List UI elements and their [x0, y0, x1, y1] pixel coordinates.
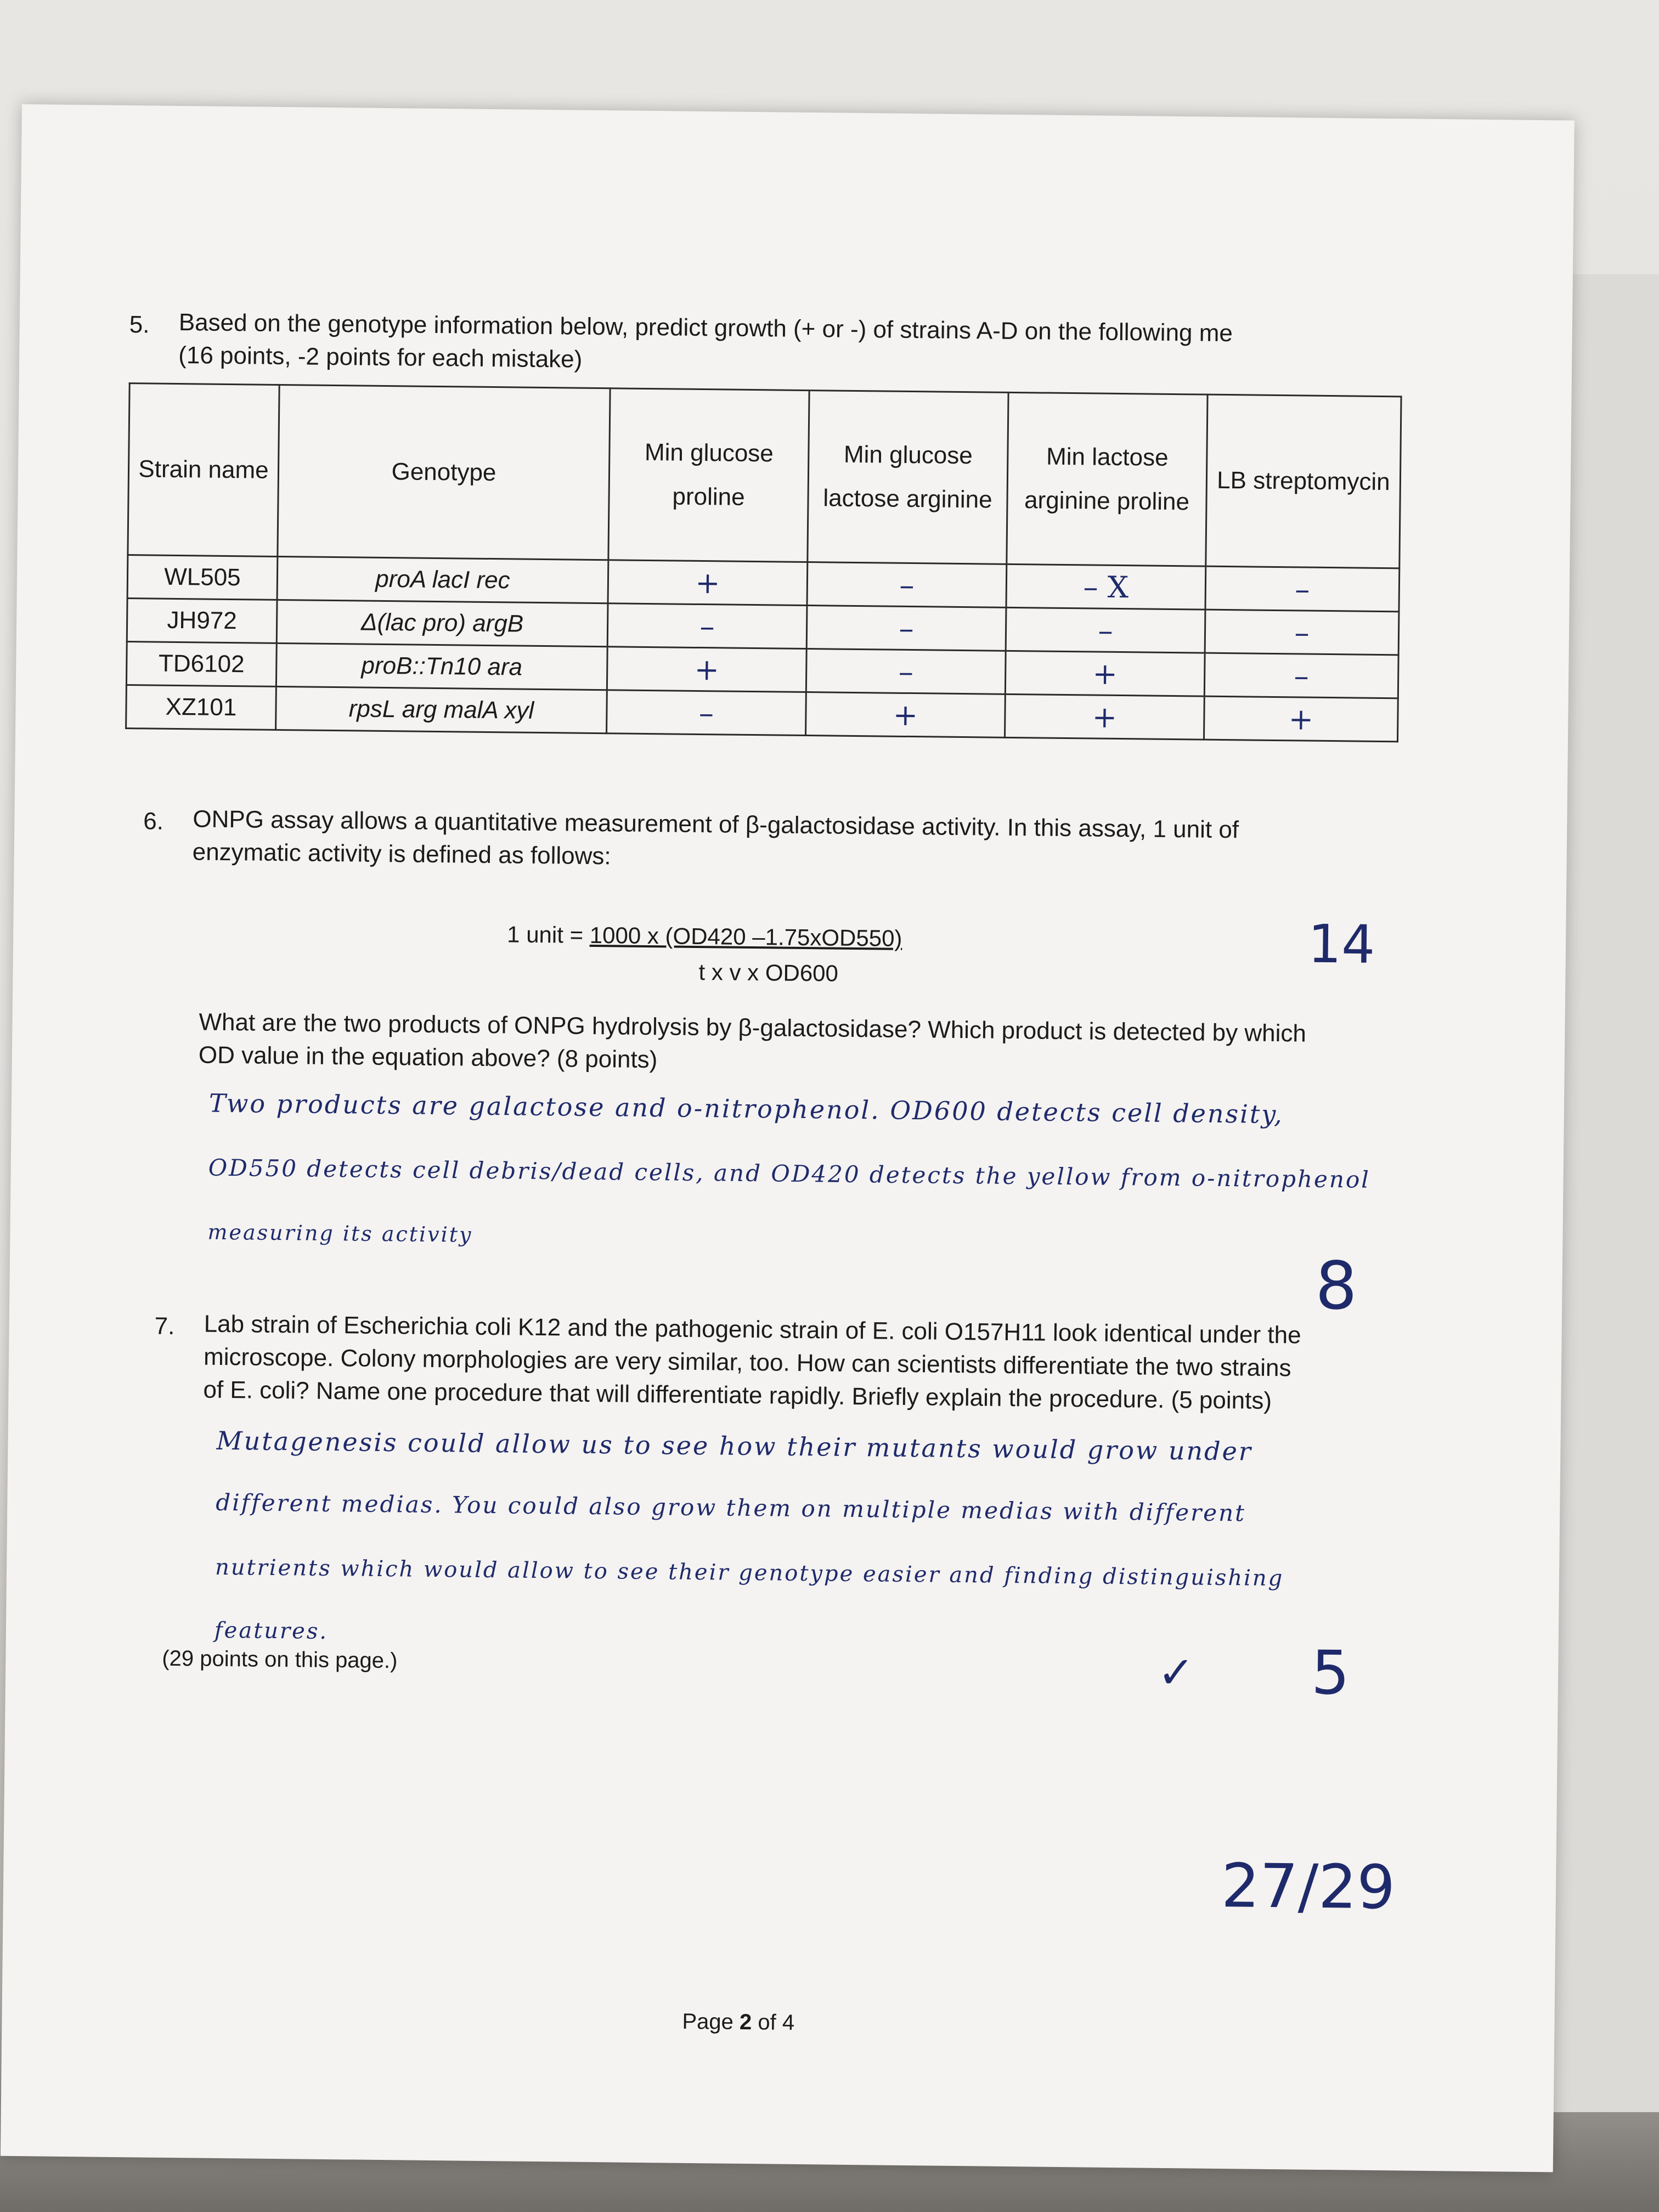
q6-prompt-line1: ONPG assay allows a quantitative measurement of β-galactosidase activity. In this assay, 1 unit of — [193, 805, 1239, 844]
header-genotype: Genotype — [278, 385, 610, 560]
strain-cell: XZ101 — [126, 685, 276, 730]
strain-cell: JH972 — [127, 599, 277, 644]
growth-mark: – X — [1006, 564, 1206, 610]
growth-table — [125, 382, 1402, 742]
q7-check-mark: ✓ — [1157, 1646, 1195, 1699]
q6-answer-line1: Two products are galactose and o-nitrophenol. OD600 detects cell density, — [208, 1088, 1284, 1130]
page-points-note: (29 points on this page.) — [162, 1646, 398, 1673]
q6-score: 8 — [1314, 1248, 1358, 1325]
table-header-row — [128, 383, 1401, 568]
q6-question-line1: What are the two products of ONPG hydrolysis by β-galactosidase? Which product is detected by which — [199, 1008, 1307, 1047]
q6-prompt-line2: enzymatic activity is defined as follows: — [192, 838, 611, 870]
q5-prompt-line1: Based on the genotype information below, predict growth (+ or -) of strains A-D on the following me — [178, 309, 1233, 347]
genotype-cell: proA lacI rec — [277, 556, 608, 603]
strain-cell: WL505 — [127, 555, 278, 600]
q7-answer-line1: Mutagenesis could allow us to see how their mutants would grow under — [216, 1425, 1253, 1466]
q6-number: 6. — [143, 808, 164, 835]
footer-prefix: Page — [682, 2009, 740, 2034]
q5-number: 5. — [129, 311, 150, 338]
growth-mark: – — [806, 649, 1006, 695]
growth-mark: + — [1005, 694, 1205, 740]
footer-middle: of — [752, 2010, 783, 2035]
header-min-glucose-lactose-arginine: Min glucose lactose arginine — [808, 391, 1008, 565]
activity-formula — [507, 921, 902, 952]
growth-mark: + — [608, 560, 808, 606]
header-lb-streptomycin: LB streptomycin — [1206, 394, 1401, 568]
formula-numerator: 1000 x (OD420 –1.75xOD550) — [589, 922, 902, 951]
growth-mark: – — [1205, 566, 1400, 612]
q7-score: 5 — [1311, 1637, 1350, 1708]
growth-mark: – — [607, 690, 806, 736]
growth-mark: – — [1006, 607, 1205, 653]
q6-answer-line2: OD550 detects cell debris/dead cells, and OD420 detects the yellow from o-nitrophenol — [208, 1154, 1370, 1193]
q6-question-line2: OD value in the equation above? (8 points) — [198, 1041, 658, 1074]
growth-mark: + — [1005, 651, 1205, 696]
growth-mark: – — [806, 606, 1006, 651]
q7-prompt-line1: Lab strain of Escherichia coli K12 and the pathogenic strain of E. coli O157H11 look identical under the — [204, 1310, 1301, 1349]
formula-denominator: t x v x OD600 — [698, 959, 839, 986]
growth-mark: + — [806, 692, 1006, 738]
header-strain: Strain name — [128, 383, 279, 557]
growth-mark: – — [807, 562, 1007, 608]
q6-answer-line3: measuring its activity — [207, 1220, 473, 1247]
q7-answer-line3: nutrients which would allow to see their genotype easier and finding distinguishing — [215, 1554, 1284, 1592]
growth-mark: – — [1204, 653, 1398, 698]
page-footer — [682, 2010, 794, 2035]
q7-prompt-line3: of E. coli? Name one procedure that will differentiate rapidly. Briefly explain the procedure. (5 points) — [203, 1376, 1272, 1414]
worksheet-page — [1, 104, 1575, 2172]
genotype-cell: Δ(lac pro) argB — [276, 600, 608, 646]
growth-mark: + — [607, 647, 806, 692]
total-score: 27/29 — [1221, 1850, 1396, 1923]
q5-prompt-line2: (16 points, -2 points for each mistake) — [178, 342, 583, 373]
growth-mark: + — [1204, 696, 1398, 742]
header-min-lactose-arginine-proline: Min lactose arginine proline — [1007, 392, 1207, 566]
growth-mark: – — [607, 603, 807, 649]
q7-prompt-line2: microscope. Colony morphologies are very similar, too. How can scientists differentiate the two strains — [203, 1343, 1291, 1382]
footer-total-pages: 4 — [782, 2010, 795, 2035]
genotype-cell: proB::Tn10 ara — [276, 643, 607, 690]
formula-lhs: 1 unit = — [506, 921, 590, 948]
growth-mark: – — [1205, 610, 1399, 655]
footer-current-page: 2 — [739, 2010, 752, 2035]
q7-number: 7. — [154, 1312, 175, 1340]
q7-answer-line2: different medias. You could also grow them on multiple medias with different — [216, 1488, 1246, 1527]
header-min-glucose-proline: Min glucose proline — [608, 388, 809, 562]
strain-cell: TD6102 — [126, 642, 276, 687]
genotype-cell: rpsL arg malA xyl — [276, 686, 607, 733]
q6-score-top: 14 — [1307, 913, 1375, 975]
q7-answer-line4: features. — [214, 1617, 329, 1644]
